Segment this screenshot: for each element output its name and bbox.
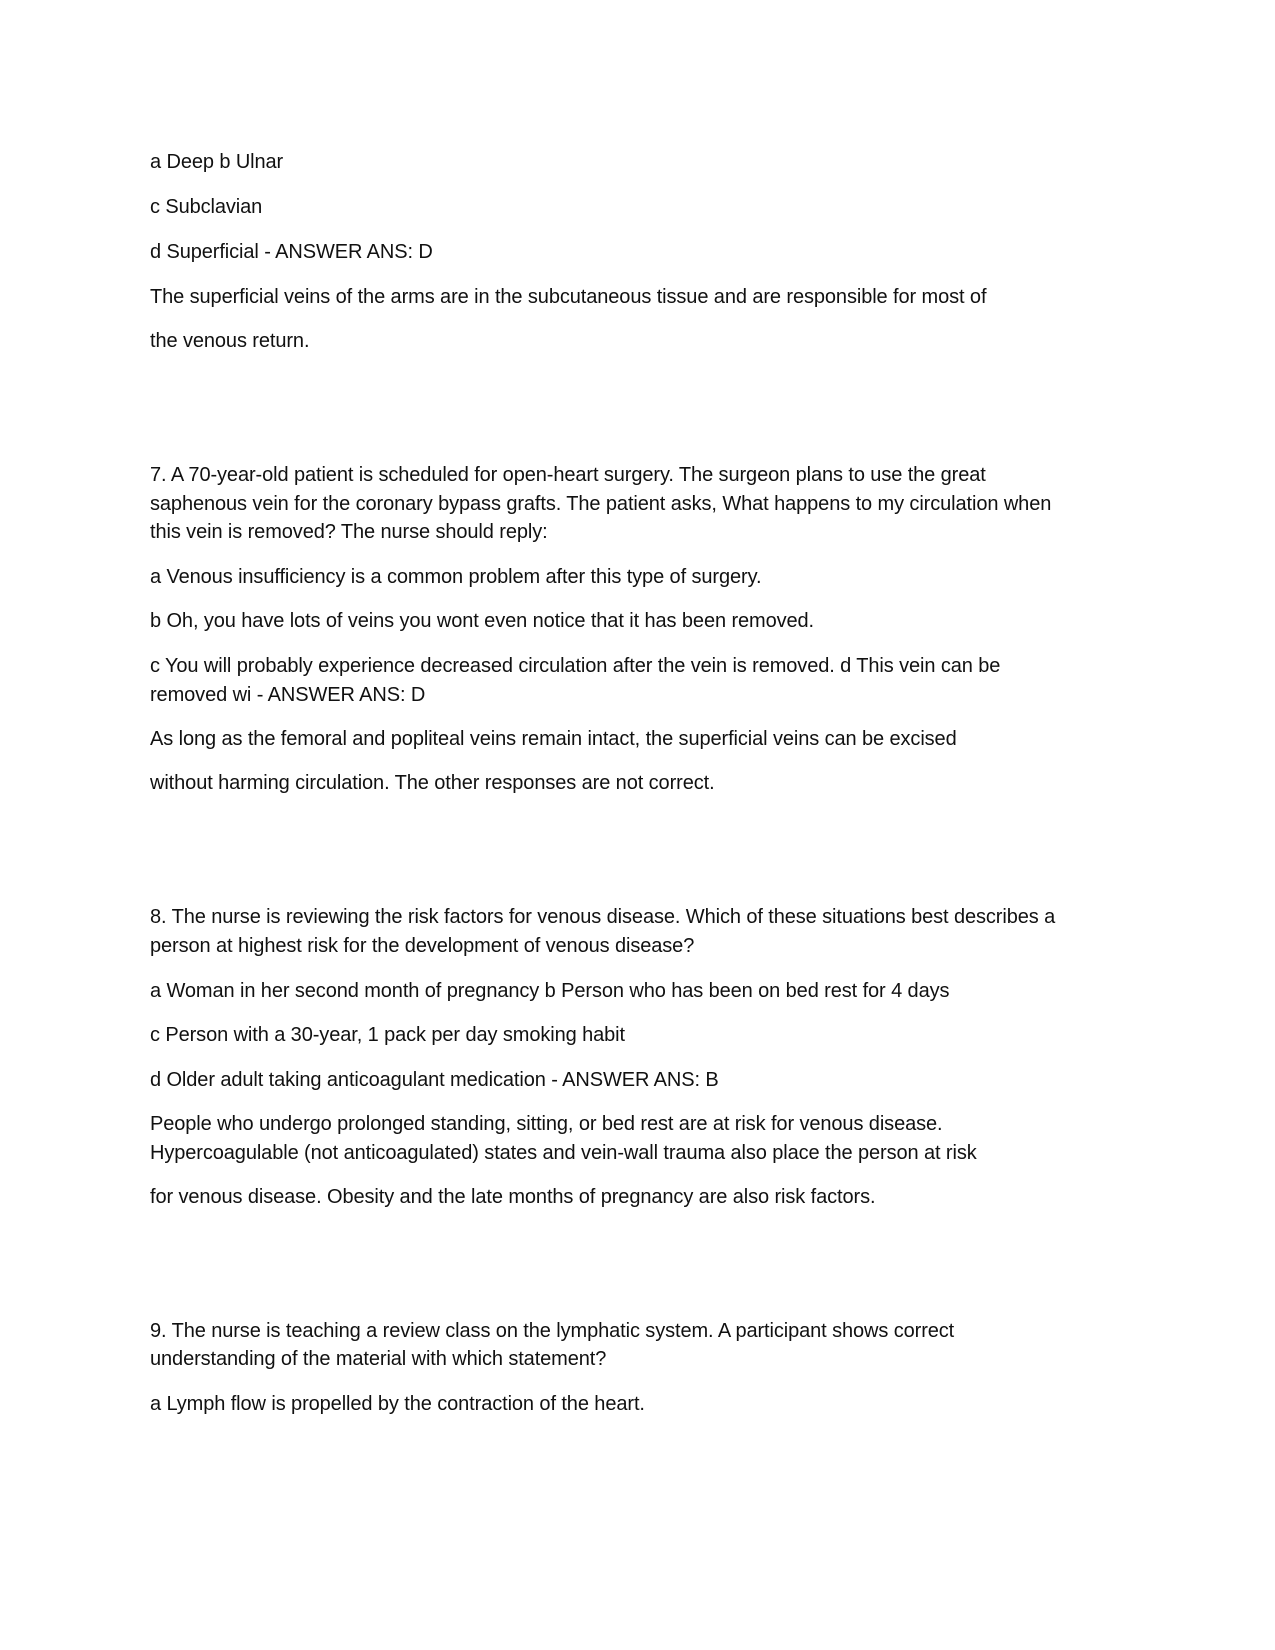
question-9-stem: 9. The nurse is teaching a review class on the lymphatic system. A participant shows correct xyxy=(150,1320,955,1342)
rationale-line: The superficial veins of the arms are in the subcutaneous tissue and are responsible for most of xyxy=(150,286,987,308)
question-8-stem: 8. The nurse is reviewing the risk factors for venous disease. Which of these situations best describes a xyxy=(150,906,1056,928)
answer-key-line: d Older adult taking anticoagulant medication - ANSWER ANS: B xyxy=(150,1069,719,1091)
answer-option-line: a Lymph flow is propelled by the contraction of the heart. xyxy=(150,1393,645,1415)
rationale-line: As long as the femoral and popliteal veins remain intact, the superficial veins can be excised xyxy=(150,728,957,750)
answer-key-line: d Superficial - ANSWER ANS: D xyxy=(150,241,433,263)
answer-option-line: a Deep b Ulnar xyxy=(150,151,284,173)
question-8-stem: person at highest risk for the development of venous disease? xyxy=(150,935,695,957)
answer-option-line: b Oh, you have lots of veins you wont even notice that it has been removed. xyxy=(150,610,815,632)
rationale-line: Hypercoagulable (not anticoagulated) states and vein-wall trauma also place the person at risk xyxy=(150,1142,977,1164)
rationale-line: without harming circulation. The other responses are not correct. xyxy=(150,772,715,794)
rationale-line: the venous return. xyxy=(150,330,310,352)
answer-option-line: c Person with a 30-year, 1 pack per day smoking habit xyxy=(150,1024,625,1046)
answer-option-line: c Subclavian xyxy=(150,196,263,218)
answer-key-line: removed wi - ANSWER ANS: D xyxy=(150,684,426,706)
answer-option-line: c You will probably experience decreased circulation after the vein is removed. d This vein can be xyxy=(150,655,1001,677)
answer-option-line: a Woman in her second month of pregnancy b Person who has been on bed rest for 4 days xyxy=(150,980,950,1002)
answer-option-line: a Venous insufficiency is a common problem after this type of surgery. xyxy=(150,566,762,588)
question-7-stem: 7. A 70-year-old patient is scheduled for open-heart surgery. The surgeon plans to use the great xyxy=(150,464,986,486)
question-9-stem: understanding of the material with which statement? xyxy=(150,1348,607,1370)
rationale-line: People who undergo prolonged standing, sitting, or bed rest are at risk for venous disease. xyxy=(150,1113,943,1135)
question-7-stem: saphenous vein for the coronary bypass grafts. The patient asks, What happens to my circulation when xyxy=(150,493,1052,515)
rationale-line: for venous disease. Obesity and the late months of pregnancy are also risk factors. xyxy=(150,1186,876,1208)
question-7-stem: this vein is removed? The nurse should reply: xyxy=(150,521,548,543)
